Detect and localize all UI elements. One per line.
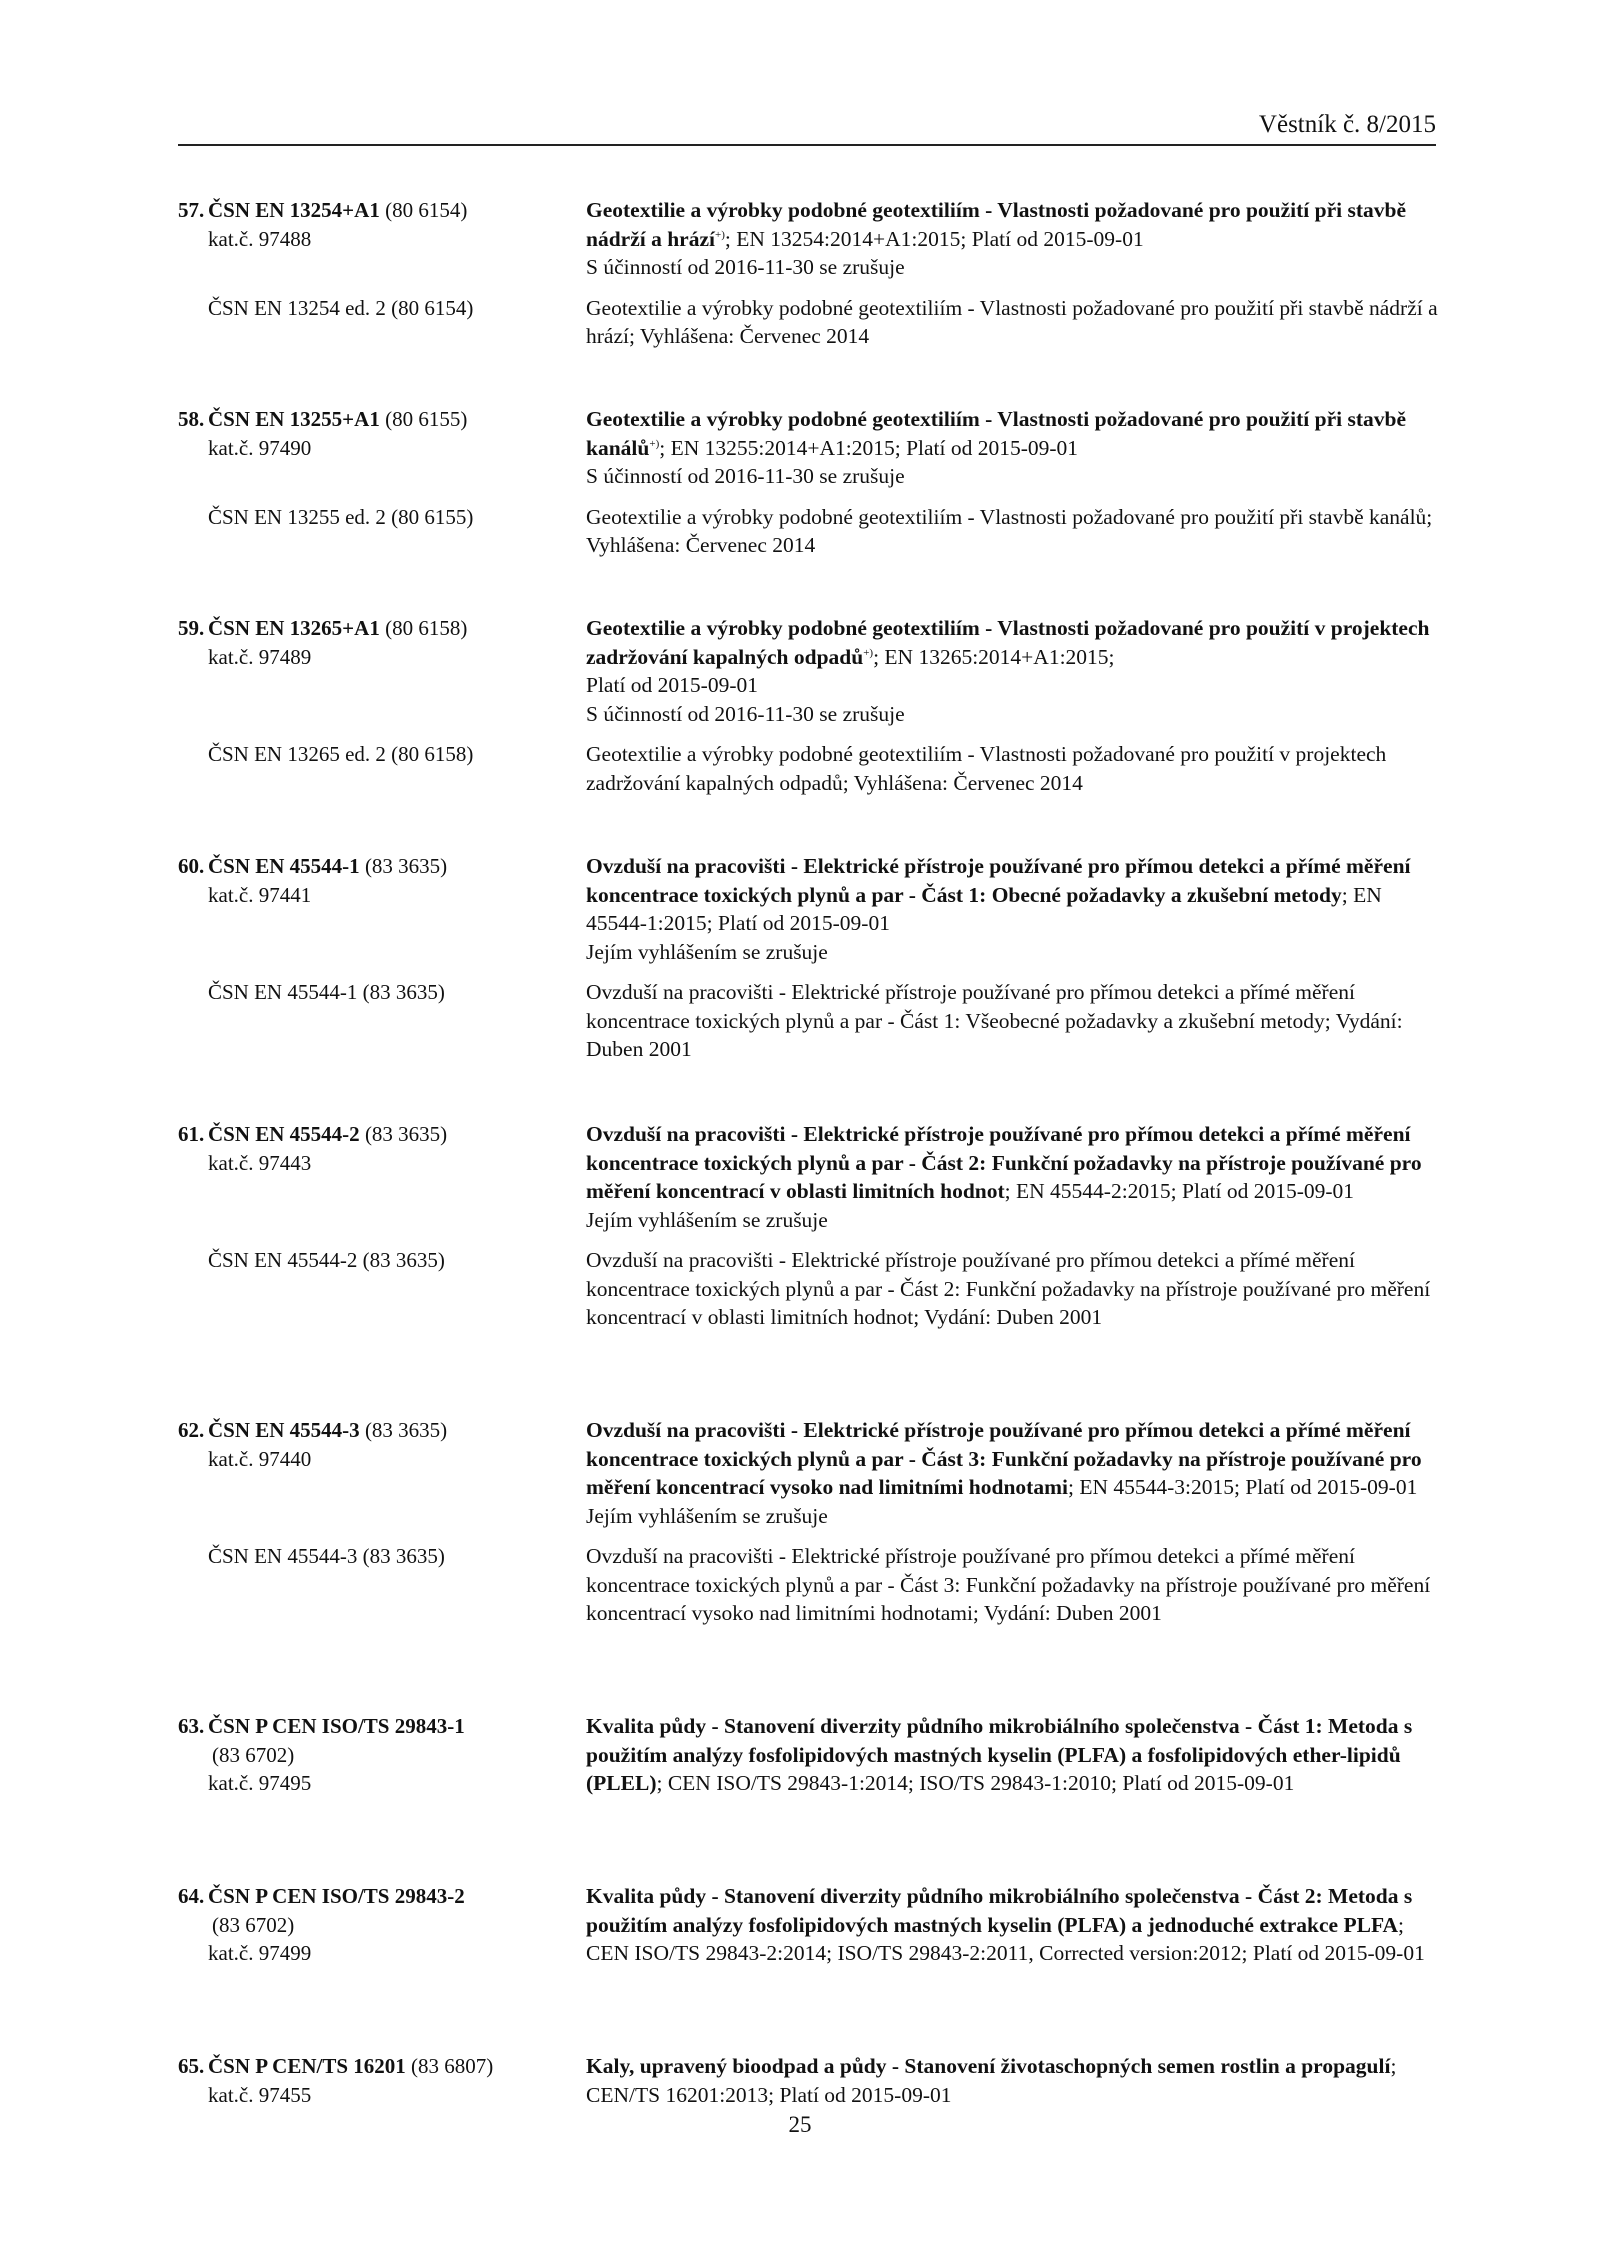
replaced-title: Geotextilie a výrobky podobné geotextiliím - Vlastnosti požadované pro použití při stavbě kanálů; Vyhlášena: Červenec 2014 [586,504,1433,557]
standard-code: ČSN EN 13254+A1 [208,198,380,222]
entry-number: 60. [178,854,205,878]
title-tail: ; CEN ISO/TS 29843-2:2014; ISO/TS 29843-2:2011, Corrected version:2012; Platí od 2015-09-01 [586,1912,1425,1965]
replaced-title: Ovzduší na pracovišti - Elektrické přístroje používané pro přímou detekci a přímé měření koncentrace toxických plynů a par - Část 2: Funkční požadavky na přístroje používané pro měření koncentrací v oblasti limitních hodnot; Vydání: Duben 2001 [586,1248,1431,1329]
entry-title [586,196,1440,282]
standard-entry [178,196,1440,351]
title-bold: Geotextilie a výrobky podobné geotextiliím - Vlastnosti požadované pro použití při stavbě kanálů [586,407,1407,460]
validity-note: S účinností od 2016-11-30 se zrušuje [586,464,905,488]
standard-code: ČSN EN 45544-3 [208,1418,360,1442]
classification: (83 6702) [212,1912,295,1937]
standard-entry [178,405,1440,560]
catalog-number: kat.č. 97443 [208,1150,312,1175]
replaced-code: ČSN EN 45544-2 (83 3635) [208,1248,445,1272]
page-header [178,110,1436,146]
entry-number: 65. [178,2054,205,2078]
classification: (83 3635) [359,1418,448,1442]
page-number: 25 [788,2112,812,2137]
standard-entry [178,1120,1440,1332]
title-tail: ; EN 45544-3:2015; Platí od 2015-09-01 [1067,1475,1418,1499]
replaced-code: ČSN EN 13255 ed. 2 (80 6155) [208,504,474,529]
replaced-code: ČSN EN 13254 ed. 2 (80 6154) [208,295,474,320]
title-bold: Geotextilie a výrobky podobné geotextiliím - Vlastnosti požadované pro použití při stavbě nádrží a hrází [586,198,1407,251]
title-tail: ; EN 13255:2014+A1:2015; Platí od 2015-09-01 [659,435,1079,460]
validity-note: Jejím vyhlášením se zrušuje [586,939,828,964]
standard-entry [178,614,1440,797]
header-title: Věstník č. 8/2015 [1258,111,1436,138]
classification: (80 6155) [379,407,468,431]
replaced-code: ČSN EN 45544-3 (83 3635) [208,1544,445,1568]
catalog-number: kat.č. 97499 [208,1941,312,1965]
classification: (83 6807) [405,2054,494,2078]
classification: (80 6154) [379,198,468,222]
entry-number: 57. [178,198,205,222]
title-bold: Ovzduší na pracovišti - Elektrické přístroje používané pro přímou detekci a přímé měření koncentrace toxických plynů a par - Část 2: Funkční požadavky na přístroje používané pro měření koncentrací v oblasti limitních hodnot [586,1122,1422,1203]
replaced-title: Geotextilie a výrobky podobné geotextiliím - Vlastnosti požadované pro použití v projektech zadržování kapalných odpadů; Vyhlášena: Červenec 2014 [586,742,1387,795]
footnote-mark: +) [715,228,725,241]
catalog-number: kat.č. 97455 [208,2082,312,2107]
replaced-code: ČSN EN 45544-1 (83 3635) [208,980,445,1004]
standard-code: ČSN EN 13265+A1 [208,616,380,640]
catalog-number: kat.č. 97489 [208,644,312,669]
standard-code: ČSN P CEN/TS 16201 [208,2054,406,2078]
standard-entry [178,1712,1440,1798]
title-tail: ; EN 13254:2014+A1:2015; Platí od 2015-09-01 [724,226,1144,251]
title-bold: Geotextilie a výrobky podobné geotextiliím - Vlastnosti požadované pro použití v projektech zadržování kapalných odpadů [586,616,1430,669]
title-bold: Ovzduší na pracovišti - Elektrické přístroje používané pro přímou detekci a přímé měření koncentrace toxických plynů a par - Část 3: Funkční požadavky na přístroje používané pro měření koncentrací vysoko nad limitními hodnotami [586,1418,1422,1499]
classification: (80 6158) [379,616,468,640]
title-tail: ; CEN/TS 16201:2013; Platí od 2015-09-01 [586,2054,1397,2107]
standard-entry [178,2052,1440,2109]
standard-code: ČSN P CEN ISO/TS 29843-1 [208,1714,465,1738]
entry-number: 59. [178,616,205,640]
catalog-number: kat.č. 97488 [208,226,312,251]
title-tail: ; EN 13265:2014+A1:2015; [873,644,1115,669]
title-bold: Kvalita půdy - Stanovení diverzity půdního mikrobiálního společenstva - Část 2: Metoda s použitím analýzy fosfolipidových mastných kyselin (PLFA) a jednoduché extrakce PLFA [586,1884,1413,1937]
title-bold: Kaly, upravený bioodpad a půdy - Stanovení životaschopných semen rostlin a propagulí [586,2054,1391,2078]
entry-number: 61. [178,1122,205,1146]
catalog-number: kat.č. 97490 [208,435,312,460]
validity-note: Jejím vyhlášením se zrušuje [586,1503,828,1528]
title-tail: ; CEN ISO/TS 29843-1:2014; ISO/TS 29843-1:2010; Platí od 2015-09-01 [656,1771,1295,1795]
validity-note: S účinností od 2016-11-30 se zrušuje [586,255,905,279]
standard-entry [178,852,1440,1064]
catalog-number: kat.č. 97441 [208,882,312,907]
standard-entry [178,1416,1440,1628]
title-tail: ; EN 45544-2:2015; Platí od 2015-09-01 [1004,1179,1355,1203]
standard-code: ČSN EN 45544-2 [208,1122,360,1146]
classification: (83 3635) [359,1122,448,1146]
catalog-number: kat.č. 97440 [208,1446,312,1471]
entry-number: 64. [178,1884,205,1908]
entry-number: 58. [178,407,205,431]
standard-code: ČSN EN 13255+A1 [208,407,380,431]
replaced-title: Geotextilie a výrobky podobné geotextiliím - Vlastnosti požadované pro použití při stavbě nádrží a hrází; Vyhlášena: Červenec 2014 [586,295,1438,348]
classification: (83 6702) [212,1742,295,1767]
entry-number: 62. [178,1418,205,1442]
entry-number: 63. [178,1714,205,1738]
replaced-title: Ovzduší na pracovišti - Elektrické přístroje používané pro přímou detekci a přímé měření koncentrace toxických plynů a par - Část 3: Funkční požadavky na přístroje používané pro měření koncentrací vysoko nad limitními hodnotami; Vydání: Duben 2001 [586,1544,1431,1625]
validity-note: S účinností od 2016-11-30 se zrušuje [586,701,905,726]
standard-code: ČSN EN 45544-1 [208,854,360,878]
catalog-number: kat.č. 97495 [208,1771,312,1795]
footnote-mark: +) [649,437,660,450]
title-bold: Ovzduší na pracovišti - Elektrické přístroje používané pro přímou detekci a přímé měření koncentrace toxických plynů a par - Část 1: Obecné požadavky a zkušební metody [586,854,1411,907]
title-bold: Kvalita půdy - Stanovení diverzity půdního mikrobiálního společenstva - Část 1: Metoda s použitím analýzy fosfolipidových mastných kyselin (PLFA) a fosfolipidových ether-lipidů (PLEL) [586,1714,1413,1795]
standard-entry [178,1882,1440,1968]
validity-note: Jejím vyhlášením se zrušuje [586,1207,828,1232]
replaced-title: Ovzduší na pracovišti - Elektrické přístroje používané pro přímou detekci a přímé měření koncentrace toxických plynů a par - Část 1: Všeobecné požadavky a zkušební metody; Vydání: Duben 2001 [586,980,1403,1061]
footnote-mark: +) [863,646,874,659]
entry-id [178,196,578,253]
replaced-code: ČSN EN 13265 ed. 2 (80 6158) [208,742,474,766]
validity-date: Platí od 2015-09-01 [586,673,758,697]
standard-code: ČSN P CEN ISO/TS 29843-2 [208,1884,465,1908]
title-tail: ; EN 45544-1:2015; Platí od 2015-09-01 [586,882,1382,935]
classification: (83 3635) [359,854,448,878]
